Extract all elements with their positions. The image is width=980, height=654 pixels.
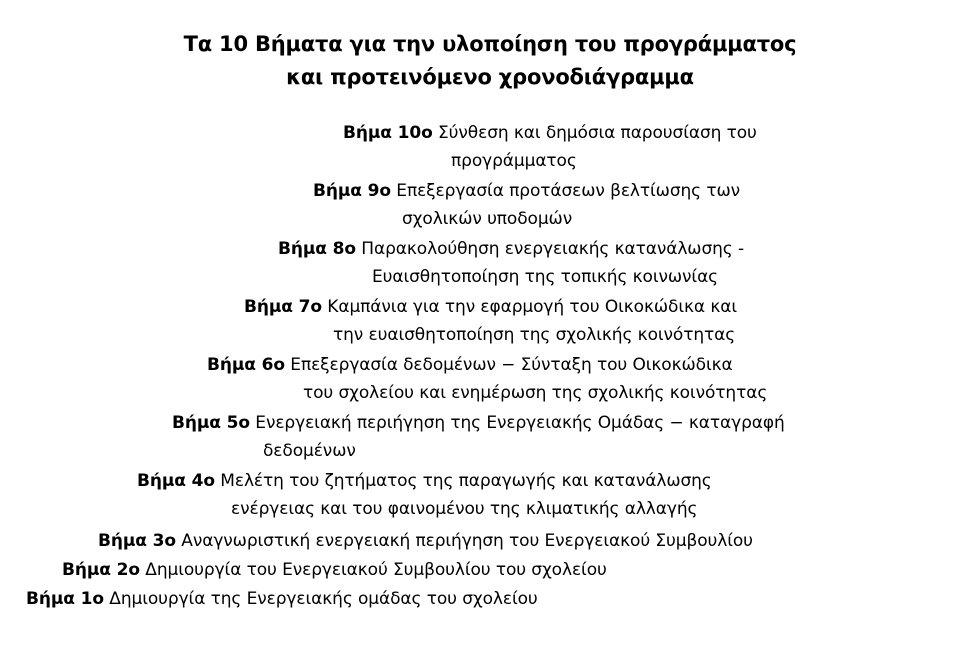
- step-10-continuation: προγράμματος: [451, 151, 577, 171]
- step-2-text: Δημιουργία του Ενεργειακού Συμβουλίου του σχολείου: [145, 560, 607, 580]
- step-9-label: Βήμα 9ο: [313, 181, 391, 201]
- step-1: [26, 585, 538, 613]
- step-7-label: Βήμα 7ο: [244, 297, 322, 317]
- step-8-text: Παρακολούθηση ενεργειακής κατανάλωσης -: [361, 239, 745, 259]
- step-10-label: Βήμα 10ο: [343, 123, 433, 143]
- step-10: [343, 119, 757, 147]
- step-4: [137, 467, 712, 495]
- step-5-continuation: δεδομένων: [263, 441, 356, 461]
- step-8-label: Βήμα 8ο: [278, 239, 356, 259]
- step-5: [172, 409, 785, 437]
- step-2-label: Βήμα 2ο: [62, 560, 140, 580]
- step-7: [244, 293, 737, 321]
- step-6-label: Βήμα 6ο: [207, 355, 285, 375]
- step-7-continuation: την ευαισθητοποίηση της σχολικής κοινότητας: [333, 325, 736, 345]
- step-6-continuation: του σχολείου και ενημέρωση της σχολικής κοινότητας: [303, 383, 768, 403]
- page-title: [0, 28, 980, 94]
- step-8-continuation: Ευαισθητοποίηση της τοπικής κοινωνίας: [372, 267, 719, 287]
- step-2: [62, 556, 607, 584]
- step-4-continuation: ενέργειας και του φαινομένου της κλιματικής αλλαγής: [231, 499, 698, 519]
- step-4-label: Βήμα 4ο: [137, 471, 215, 491]
- step-6-text: Επεξεργασία δεδομένων − Σύνταξη του Οικοκώδικα: [290, 355, 733, 375]
- step-5-label: Βήμα 5ο: [172, 413, 250, 433]
- step-1-label: Βήμα 1ο: [26, 589, 104, 609]
- step-3-label: Βήμα 3ο: [98, 531, 176, 551]
- step-3-text: Αναγνωριστική ενεργειακή περιήγηση του Ενεργειακού Συμβουλίου: [181, 531, 753, 551]
- step-9-text: Επεξεργασία προτάσεων βελτίωσης των: [396, 181, 741, 201]
- step-9-continuation: σχολικών υποδομών: [402, 209, 573, 229]
- title-line-2: και προτεινόμενο χρονοδιάγραμμα: [286, 65, 694, 89]
- step-6: [207, 351, 733, 379]
- title-line-1: Τα 10 Βήματα για την υλοποίηση του προγράμματος: [183, 32, 797, 56]
- step-7-text: Καμπάνια για την εφαρμογή του Οικοκώδικα και: [327, 297, 737, 317]
- step-1-text: Δημιουργία της Ενεργειακής ομάδας του σχολείου: [109, 589, 538, 609]
- step-9: [313, 177, 740, 205]
- step-10-text: Σύνθεση και δημόσια παρουσίαση του: [438, 123, 757, 143]
- step-3: [98, 527, 753, 555]
- step-8: [278, 235, 744, 263]
- step-4-text: Μελέτη του ζητήματος της παραγωγής και κατανάλωσης: [220, 471, 712, 491]
- step-5-text: Ενεργειακή περιήγηση της Ενεργειακής Ομάδας − καταγραφή: [255, 413, 785, 433]
